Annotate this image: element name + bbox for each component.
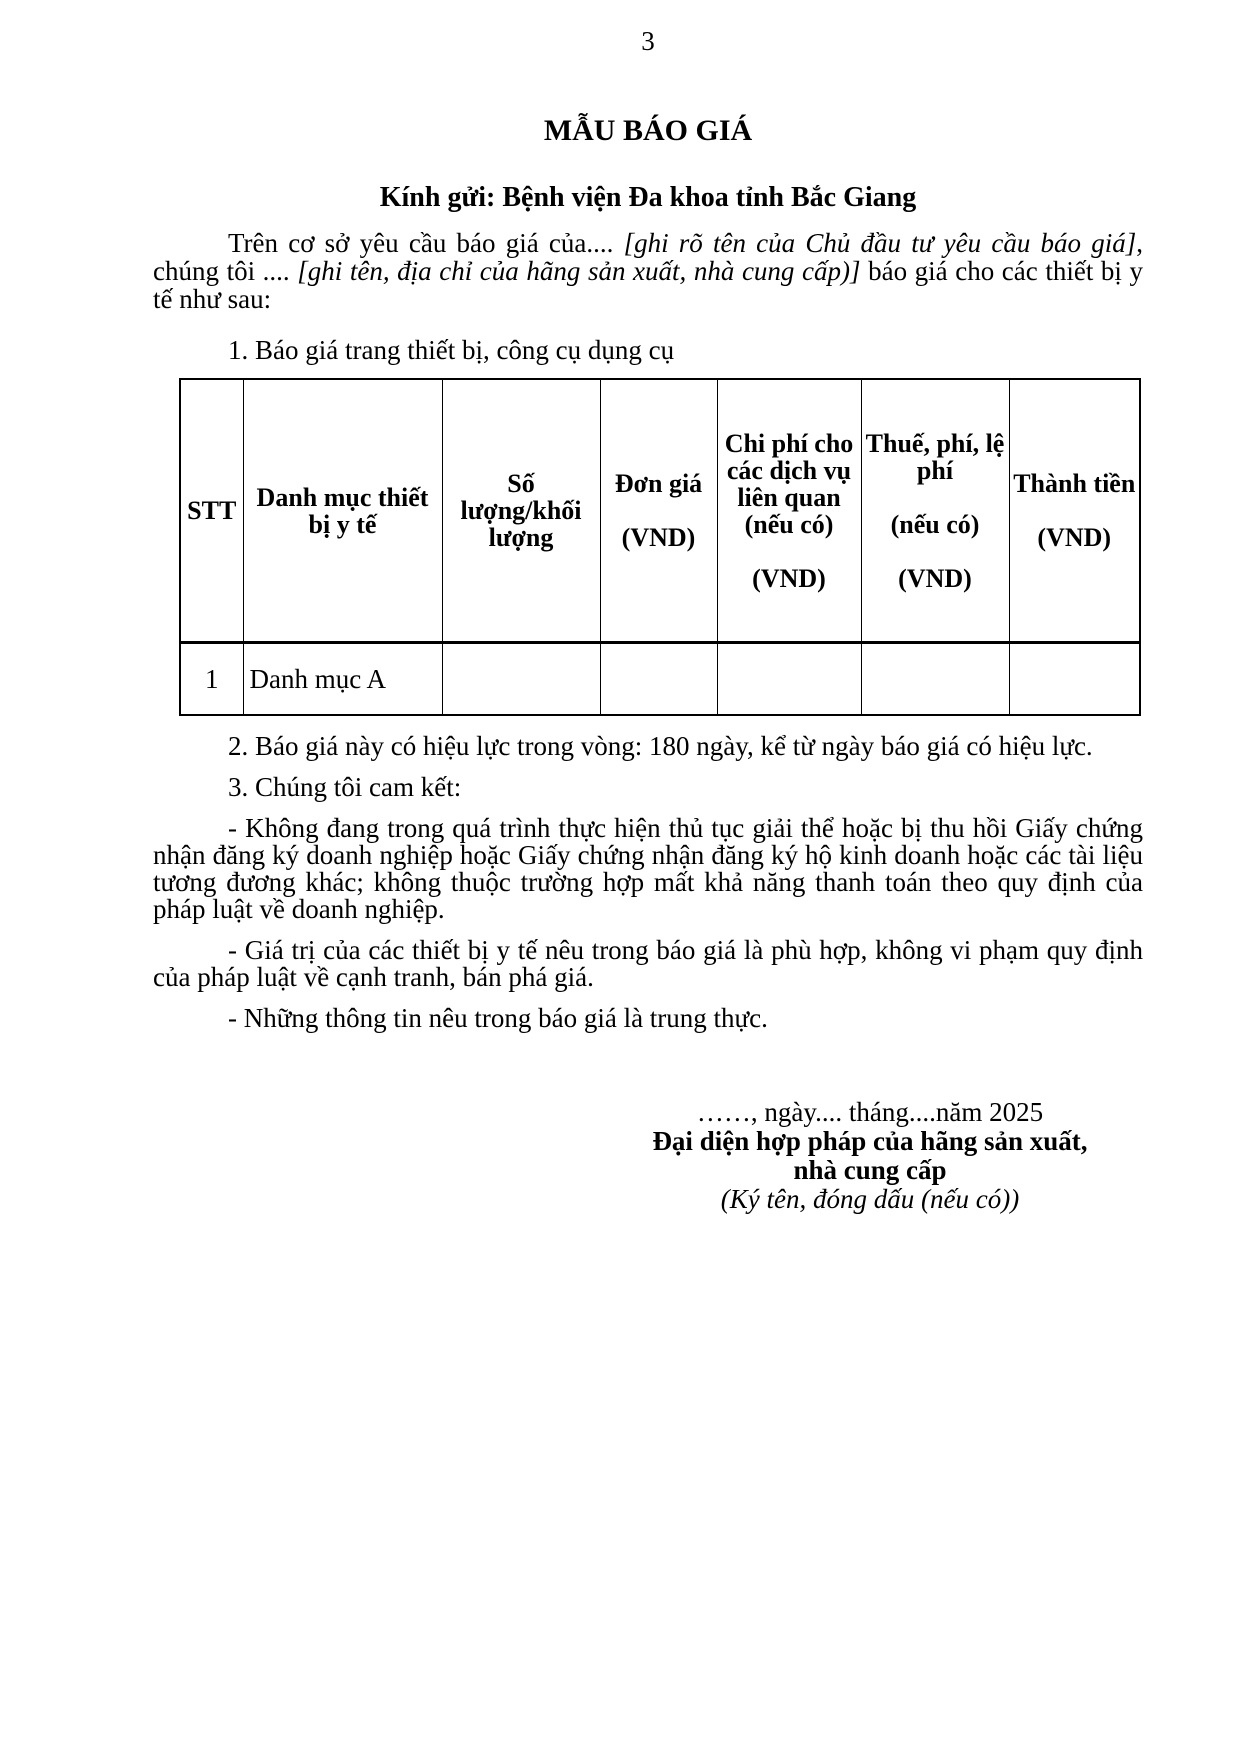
col-header-thue-phi: Thuế, phí, lệ phí (nếu có) (VND) xyxy=(861,379,1009,643)
commitment-paragraph: 3. Chúng tôi cam kết: xyxy=(228,772,462,802)
cell-so-luong xyxy=(442,643,600,716)
cell-thue-phi xyxy=(861,643,1009,716)
cell-thanh-tien xyxy=(1009,643,1140,716)
signature-note-line: (Ký tên, đóng dấu (nếu có)) xyxy=(720,1184,1020,1214)
col-header-stt: STT xyxy=(180,379,243,643)
commitment-bullet-3: - Những thông tin nêu trong báo giá là trung thực. xyxy=(228,1003,768,1033)
col-header-chi-phi: Chi phí cho các dịch vụ liên quan (nếu có) (VND) xyxy=(717,379,861,643)
cell-chi-phi xyxy=(717,643,861,716)
signature-role-line-1: Đại diện hợp pháp của hãng sản xuất, xyxy=(652,1126,1088,1156)
quotation-table xyxy=(179,378,1141,716)
table-header-row xyxy=(180,379,1140,643)
cell-stt: 1 xyxy=(180,643,243,716)
commitment-bullet-1: - Không đang trong quá trình thực hiện thủ tục giải thể hoặc bị thu hồi Giấy chứng nhận đăng ký doanh nghiệp hoặc Giấy chứng nhận đăng ký hộ kinh doanh hoặc các tài liệu tương đương khác; không thuộc trường hợp mất khả năng thanh toán theo quy định của pháp luật về doanh nghiệp. xyxy=(153,813,1143,924)
signature-date-line: ……, ngày.... tháng....năm 2025 xyxy=(696,1097,1044,1127)
signature-block xyxy=(597,1098,1143,1214)
table-row xyxy=(180,643,1140,716)
intro-paragraph: Trên cơ sở yêu cầu báo giá của.... [ghi rõ tên của Chủ đầu tư yêu cầu báo giá], chúng tôi .... [ghi tên, địa chỉ của hãng sản xuất, nhà cung cấp)] báo giá cho các thiết bị y tế như sau: xyxy=(153,228,1143,314)
col-header-don-gia: Đơn giá (VND) xyxy=(600,379,717,643)
validity-paragraph: 2. Báo giá này có hiệu lực trong vòng: 180 ngày, kể từ ngày báo giá có hiệu lực. xyxy=(228,731,1093,761)
page-number: 3 xyxy=(641,26,655,56)
document-title: MẪU BÁO GIÁ xyxy=(543,114,753,147)
signature-role-line-2: nhà cung cấp xyxy=(793,1155,947,1185)
cell-don-gia xyxy=(600,643,717,716)
salutation-line: Kính gửi: Bệnh viện Đa khoa tỉnh Bắc Giang xyxy=(379,182,917,213)
section1-heading: 1. Báo giá trang thiết bị, công cụ dụng cụ xyxy=(228,335,675,365)
col-header-so-luong: Số lượng/khối lượng xyxy=(442,379,600,643)
col-header-danh-muc: Danh mục thiết bị y tế xyxy=(243,379,442,643)
commitment-bullet-2: - Giá trị của các thiết bị y tế nêu trong báo giá là phù hợp, không vi phạm quy định của pháp luật về cạnh tranh, bán phá giá. xyxy=(153,935,1143,992)
cell-danh-muc: Danh mục A xyxy=(243,643,442,716)
col-header-thanh-tien: Thành tiền (VND) xyxy=(1009,379,1140,643)
